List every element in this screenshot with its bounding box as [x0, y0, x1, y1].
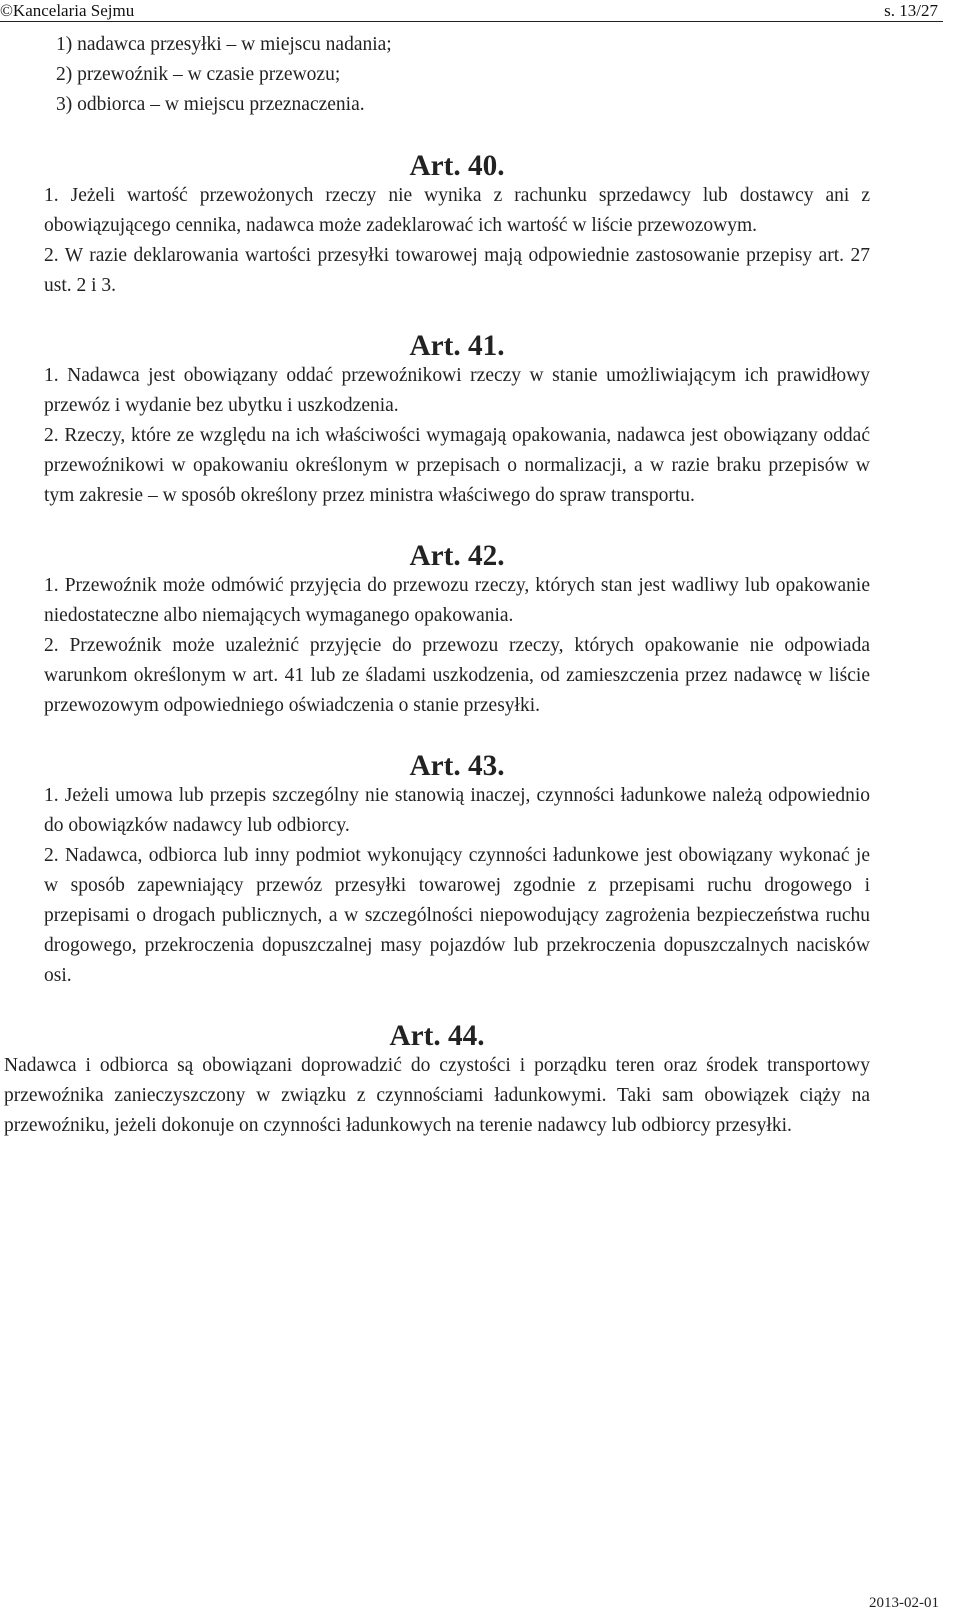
page-header	[0, 0, 960, 22]
article-paragraph: 1. Nadawca jest obowiązany oddać przewoźnikowi rzeczy w stanie umożliwiającym ich prawidłowy przewóz i wydanie bez ubytku i uszkodzenia.	[44, 365, 870, 416]
source-label: ©Kancelaria Sejmu	[0, 1, 135, 20]
document-date: 2013-02-01	[869, 1595, 939, 1611]
article-44	[4, 1021, 870, 1141]
carrier-list	[56, 30, 870, 120]
article-paragraph: 2. Przewoźnik może uzależnić przyjęcie do przewozu rzeczy, których opakowanie nie odpowiada warunkom określonym w art. 41 lub ze śladami uszkodzenia, od zamieszczenia przez nadawcę w liście przewozowym odpowiedniego oświadczenia o stanie przesyłki.	[44, 635, 870, 716]
list-item: 3) odbiorca – w miejscu przeznaczenia.	[56, 94, 365, 115]
document-body	[4, 30, 870, 1141]
article-42	[44, 541, 870, 721]
article-paragraph: 1. Przewoźnik może odmówić przyjęcia do przewozu rzeczy, których stan jest wadliwy lub opakowanie niedostateczne albo niemających wymaganego opakowania.	[44, 575, 870, 626]
page-number: s. 13/27	[884, 1, 938, 20]
article-paragraph: 2. W razie deklarowania wartości przesyłki towarowej mają odpowiednie zastosowanie przepisy art. 27 ust. 2 i 3.	[44, 245, 870, 296]
header-divider	[0, 21, 943, 22]
list-item: 2) przewoźnik – w czasie przewozu;	[56, 64, 341, 85]
article-title: Art. 41.	[409, 330, 505, 362]
list-item: 1) nadawca przesyłki – w miejscu nadania;	[56, 34, 392, 55]
article-paragraph: 2. Rzeczy, które ze względu na ich właściwości wymagają opakowania, nadawca jest obowiązany oddać przewoźnikowi w opakowaniu określonym w przepisach o normalizacji, a w razie braku przepisów w tym zakresie – w sposób określony przez ministra właściwego do spraw transportu.	[44, 425, 870, 506]
article-41	[44, 331, 870, 511]
article-title: Art. 44.	[389, 1020, 485, 1052]
article-title: Art. 43.	[409, 750, 505, 782]
article-paragraph: Nadawca i odbiorca są obowiązani doprowadzić do czystości i porządku teren oraz środek transportowy przewoźnika zanieczyszczony w związku z czynnościami ładunkowymi. Taki sam obowiązek ciąży na przewoźniku, jeżeli dokonuje on czynności ładunkowych na terenie nadawcy lub odbiorcy przesyłki.	[4, 1055, 870, 1136]
article-title: Art. 42.	[409, 540, 505, 572]
article-paragraph: 1. Jeżeli wartość przewożonych rzeczy nie wynika z rachunku sprzedawcy lub dostawcy ani z obowiązującego cennika, nadawca może zadeklarować ich wartość w liście przewozowym.	[44, 185, 870, 236]
article-40	[44, 151, 870, 301]
article-title: Art. 40.	[409, 150, 505, 182]
article-paragraph: 1. Jeżeli umowa lub przepis szczególny nie stanowią inaczej, czynności ładunkowe należą odpowiednio do obowiązków nadawcy lub odbiorcy.	[44, 785, 870, 836]
article-paragraph: 2. Nadawca, odbiorca lub inny podmiot wykonujący czynności ładunkowe jest obowiązany wykonać je w sposób zapewniający przewóz przesyłki towarowej zgodnie z przepisami ruchu drogowego i przepisami o drogach publicznych, a w szczególności niepowodujący zagrożenia bezpieczeństwa ruchu drogowego, przekroczenia dopuszczalnej masy pojazdów lub przekroczenia dopuszczalnych nacisków osi.	[44, 845, 870, 986]
article-43	[44, 751, 870, 991]
